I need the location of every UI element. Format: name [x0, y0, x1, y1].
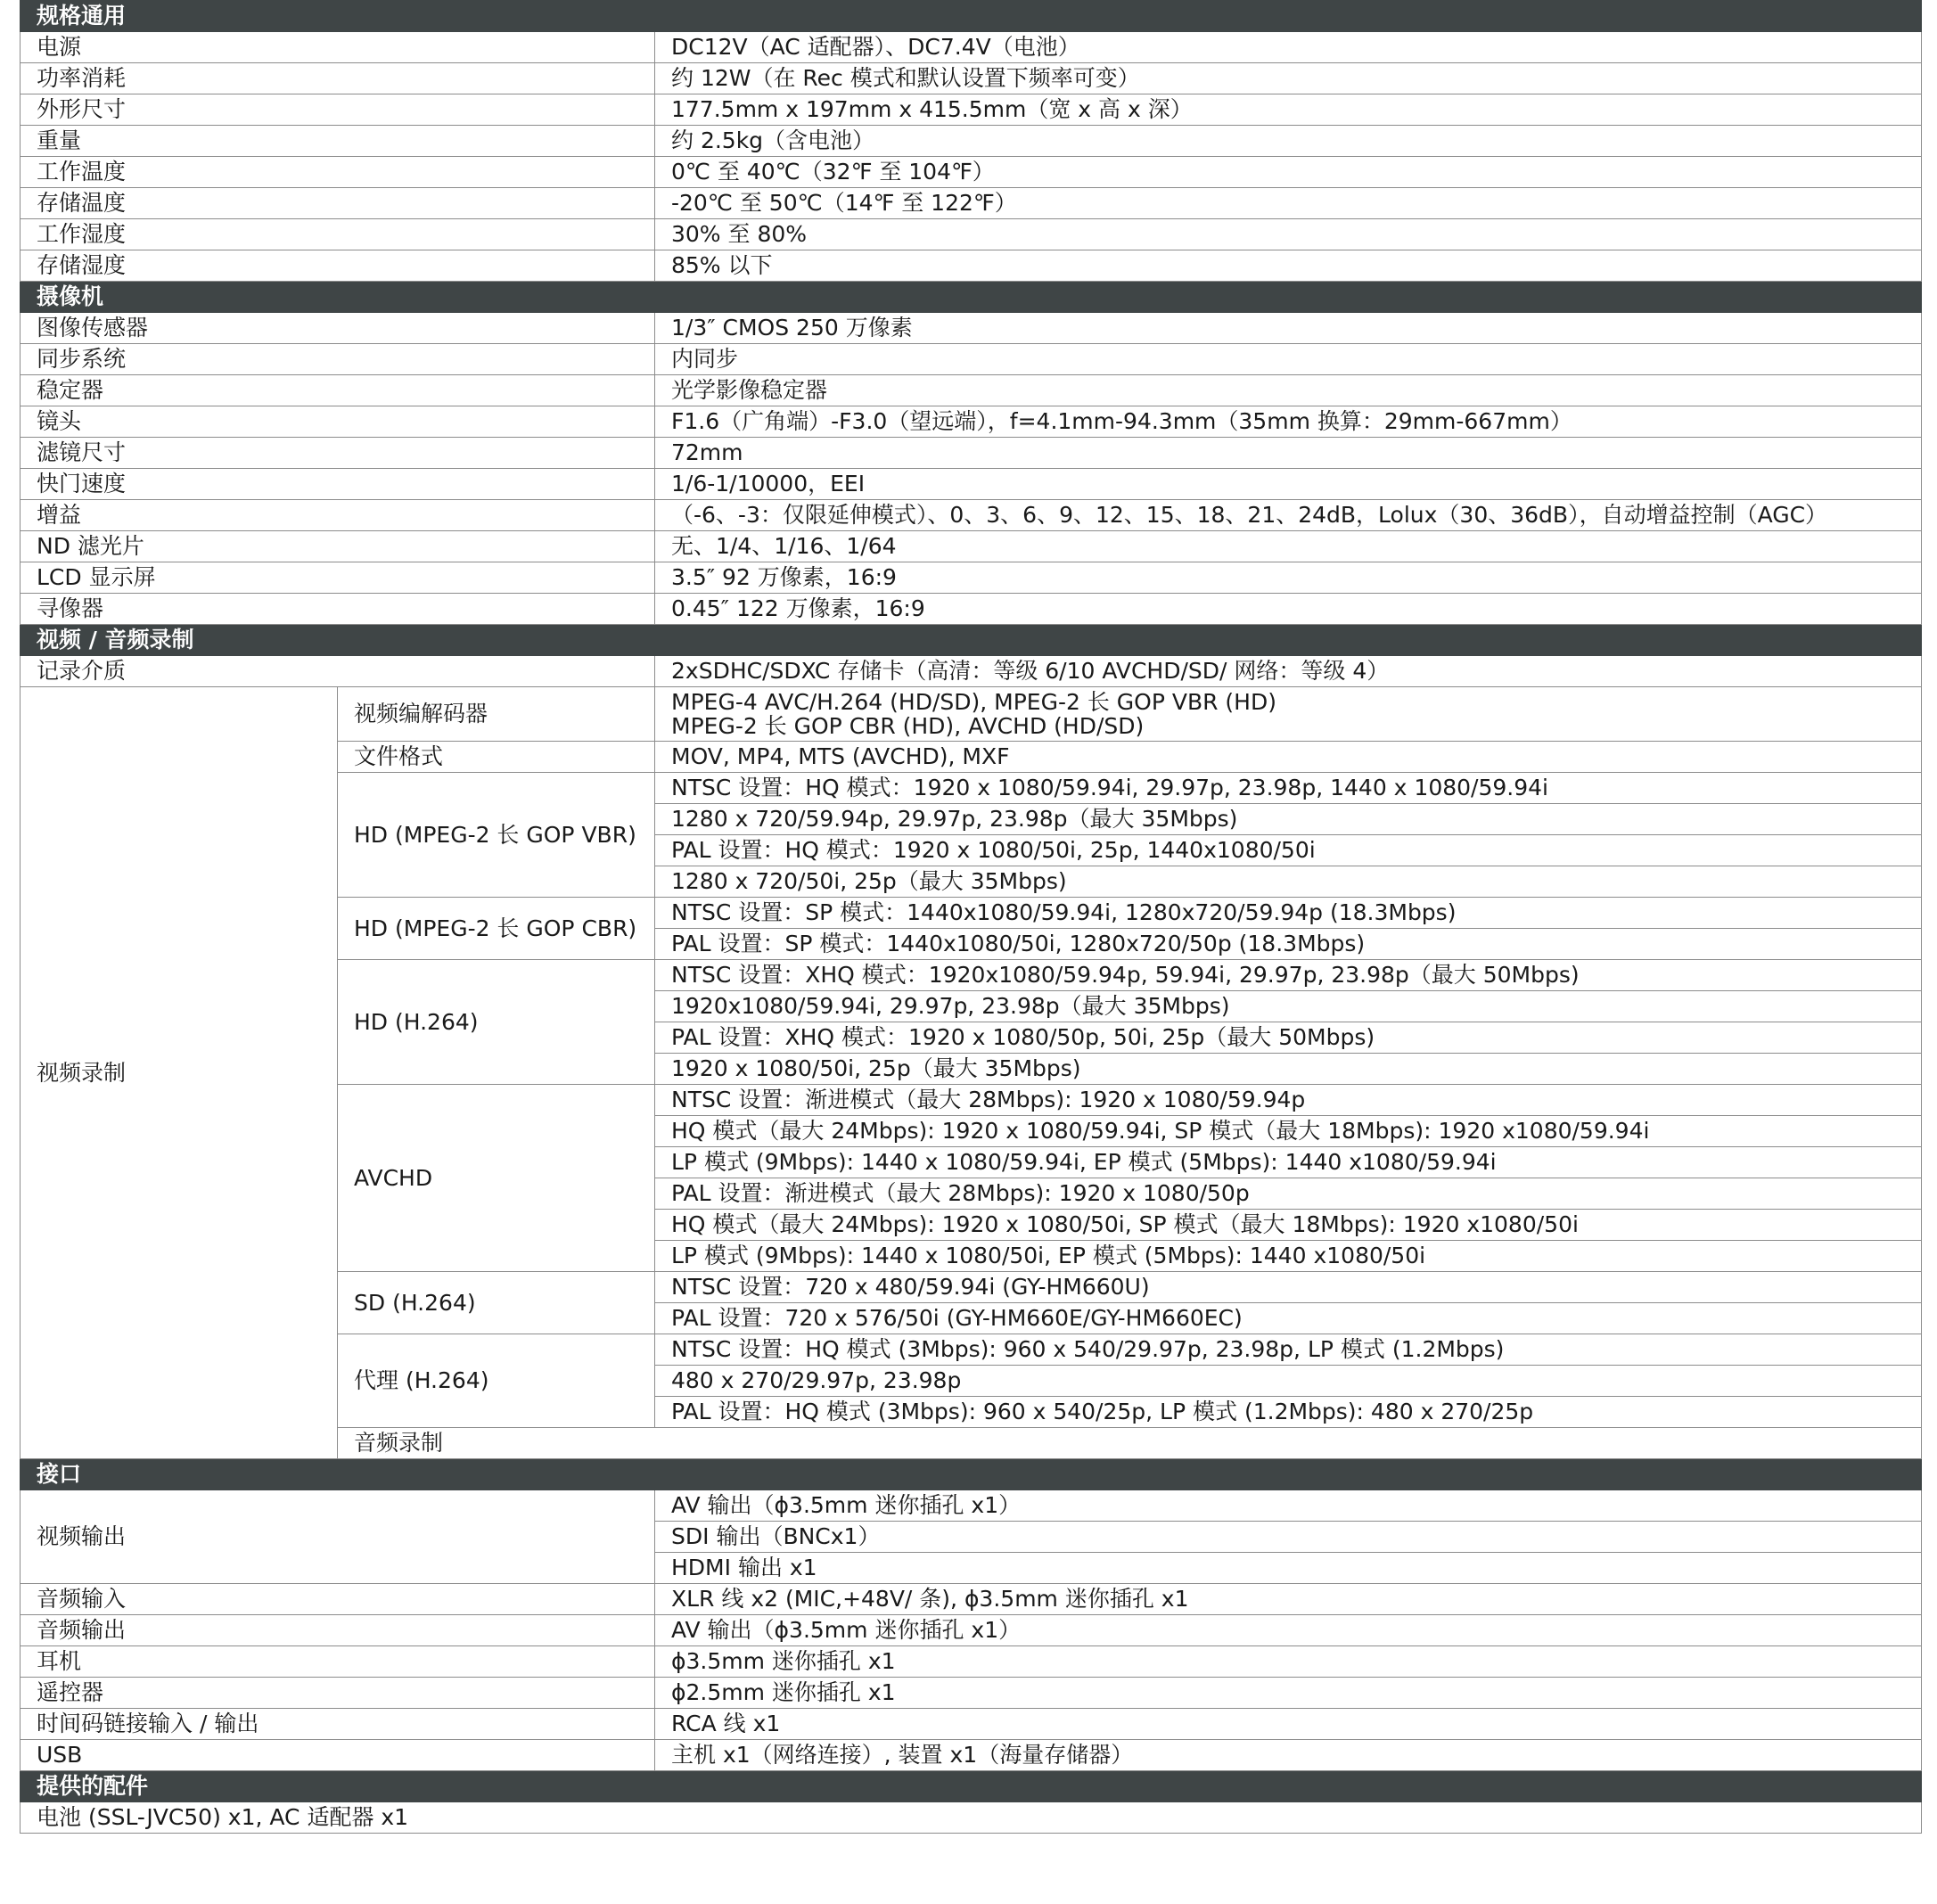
spec-row — [21, 94, 1922, 126]
spec-row — [21, 469, 1922, 500]
sub-label: 代理 (H.264) — [338, 1334, 655, 1428]
spec-value: 1280 x 720/50i, 25p（最大 35Mbps) — [655, 866, 1922, 898]
section-title: 提供的配件 — [21, 1771, 1922, 1802]
spec-label: 记录介质 — [21, 656, 655, 687]
spec-label: 存储湿度 — [21, 250, 655, 282]
spec-row — [21, 63, 1922, 94]
spec-label: 镜头 — [21, 406, 655, 438]
spec-value: 光学影像稳定器 — [655, 375, 1922, 406]
section-title: 接口 — [21, 1459, 1922, 1490]
video-recording-label: 视频录制 — [21, 687, 338, 1459]
spec-label: 遥控器 — [21, 1678, 655, 1709]
spec-row — [21, 1490, 1922, 1522]
spec-row — [21, 1802, 1922, 1834]
spec-label: 功率消耗 — [21, 63, 655, 94]
spec-value: 无、1/4、1/16、1/64 — [655, 531, 1922, 562]
spec-row — [21, 406, 1922, 438]
spec-sheet — [20, 0, 1921, 1834]
spec-value: PAL 设置：HQ 模式 (3Mbps): 960 x 540/25p, LP 模式 (1.2Mbps): 480 x 270/25p — [655, 1397, 1922, 1428]
spec-row — [21, 531, 1922, 562]
sub-label: AVCHD — [338, 1085, 655, 1272]
spec-value: 1920 x 1080/50i, 25p（最大 35Mbps) — [655, 1054, 1922, 1085]
spec-row — [21, 656, 1922, 687]
spec-row — [21, 438, 1922, 469]
spec-value: PAL 设置：HQ 模式：1920 x 1080/50i, 25p, 1440x1080/50i — [655, 835, 1922, 866]
spec-value: ϕ3.5mm 迷你插孔 x1 — [655, 1646, 1922, 1678]
sub-label: 视频编解码器 — [338, 687, 655, 742]
accessories-value: 电池 (SSL-JVC50) x1, AC 适配器 x1 — [21, 1802, 1922, 1834]
spec-row — [21, 562, 1922, 594]
spec-row — [21, 219, 1922, 250]
sub-label: SD (H.264) — [338, 1272, 655, 1334]
spec-value: 30% 至 80% — [655, 219, 1922, 250]
value-line: MPEG-2 长 GOP CBR (HD), AVCHD (HD/SD) — [671, 713, 1145, 739]
spec-value: 3.5″ 92 万像素，16:9 — [655, 562, 1922, 594]
spec-value: 177.5mm x 197mm x 415.5mm（宽 x 高 x 深） — [655, 94, 1922, 126]
spec-value: NTSC 设置：渐进模式（最大 28Mbps): 1920 x 1080/59.94p — [655, 1085, 1922, 1116]
spec-label: ND 滤光片 — [21, 531, 655, 562]
spec-label: 外形尺寸 — [21, 94, 655, 126]
spec-value: 480 x 270/29.97p, 23.98p — [655, 1366, 1922, 1397]
spec-label: 存储温度 — [21, 188, 655, 219]
spec-row — [21, 1615, 1922, 1646]
spec-label: 寻像器 — [21, 594, 655, 625]
spec-value: 约 12W（在 Rec 模式和默认设置下频率可变） — [655, 63, 1922, 94]
spec-label: 稳定器 — [21, 375, 655, 406]
spec-table — [20, 0, 1922, 1834]
spec-row — [21, 250, 1922, 282]
spec-value: 1920x1080/59.94i, 29.97p, 23.98p（最大 35Mbps) — [655, 991, 1922, 1022]
spec-row — [21, 594, 1922, 625]
spec-value: 内同步 — [655, 344, 1922, 375]
spec-value: AV 输出（ϕ3.5mm 迷你插孔 x1） — [655, 1490, 1922, 1522]
spec-label: 工作温度 — [21, 157, 655, 188]
spec-value: HQ 模式（最大 24Mbps): 1920 x 1080/59.94i, SP 模式（最大 18Mbps): 1920 x1080/59.94i — [655, 1116, 1922, 1147]
spec-value: PAL 设置：SP 模式：1440x1080/50i, 1280x720/50p (18.3Mbps) — [655, 929, 1922, 960]
spec-value: SDI 输出（BNCx1） — [655, 1522, 1922, 1553]
spec-label: 耳机 — [21, 1646, 655, 1678]
spec-value — [655, 687, 1922, 742]
spec-row — [21, 500, 1922, 531]
section-title: 视频 / 音频录制 — [21, 625, 1922, 656]
section-header-general — [21, 1, 1922, 32]
spec-value: 72mm — [655, 438, 1922, 469]
spec-value: MOV, MP4, MTS (AVCHD), MXF — [655, 742, 1922, 773]
spec-value: LP 模式 (9Mbps): 1440 x 1080/50i, EP 模式 (5Mbps): 1440 x1080/50i — [655, 1241, 1922, 1272]
spec-row — [21, 344, 1922, 375]
spec-value: 2xSDHC/SDXC 存储卡（高清：等级 6/10 AVCHD/SD/ 网络：等级 4） — [655, 656, 1922, 687]
section-header-camera — [21, 282, 1922, 313]
section-title: 规格通用 — [21, 1, 1922, 32]
spec-row — [21, 32, 1922, 63]
spec-value: 约 2.5kg（含电池） — [655, 126, 1922, 157]
spec-value: HDMI 输出 x1 — [655, 1553, 1922, 1584]
spec-label: LCD 显示屏 — [21, 562, 655, 594]
spec-row — [21, 157, 1922, 188]
section-header-accessories — [21, 1771, 1922, 1802]
spec-value: NTSC 设置：HQ 模式 (3Mbps): 960 x 540/29.97p, 23.98p, LP 模式 (1.2Mbps) — [655, 1334, 1922, 1366]
spec-label: 视频输出 — [21, 1490, 655, 1584]
spec-value: 85% 以下 — [655, 250, 1922, 282]
spec-value: （-6、-3：仅限延伸模式）、0、3、6、9、12、15、18、21、24dB，Lolux（30、36dB），自动增益控制（AGC） — [655, 500, 1922, 531]
spec-row — [21, 126, 1922, 157]
spec-row — [21, 1709, 1922, 1740]
spec-label: 快门速度 — [21, 469, 655, 500]
spec-value: NTSC 设置：SP 模式：1440x1080/59.94i, 1280x720/59.94p (18.3Mbps) — [655, 898, 1922, 929]
spec-value: 1/3″ CMOS 250 万像素 — [655, 313, 1922, 344]
spec-label: 同步系统 — [21, 344, 655, 375]
sub-label: HD (H.264) — [338, 960, 655, 1085]
spec-value: AV 输出（ϕ3.5mm 迷你插孔 x1） — [655, 1615, 1922, 1646]
spec-row — [21, 687, 1922, 742]
spec-row — [21, 188, 1922, 219]
spec-label: 重量 — [21, 126, 655, 157]
spec-value: 主机 x1（网络连接）, 装置 x1（海量存储器） — [655, 1740, 1922, 1771]
spec-value: -20℃ 至 50℃（14℉ 至 122℉） — [655, 188, 1922, 219]
spec-label: 电源 — [21, 32, 655, 63]
section-title: 摄像机 — [21, 282, 1922, 313]
section-header-interface — [21, 1459, 1922, 1490]
spec-label: 增益 — [21, 500, 655, 531]
spec-value: PAL 设置：720 x 576/50i (GY-HM660E/GY-HM660EC) — [655, 1303, 1922, 1334]
spec-row — [21, 1678, 1922, 1709]
spec-value: XLR 线 x2 (MIC,+48V/ 条), ϕ3.5mm 迷你插孔 x1 — [655, 1584, 1922, 1615]
value-line: MPEG-4 AVC/H.264 (HD/SD), MPEG-2 长 GOP VBR (HD) — [671, 689, 1276, 715]
spec-value: RCA 线 x1 — [655, 1709, 1922, 1740]
spec-row — [21, 1646, 1922, 1678]
sub-label: HD (MPEG-2 长 GOP VBR) — [338, 773, 655, 898]
spec-label: 滤镜尺寸 — [21, 438, 655, 469]
spec-row — [21, 1584, 1922, 1615]
spec-label: 音频输出 — [21, 1615, 655, 1646]
spec-value: DC12V（AC 适配器）、DC7.4V（电池） — [655, 32, 1922, 63]
spec-value: PAL 设置：渐进模式（最大 28Mbps): 1920 x 1080/50p — [655, 1178, 1922, 1210]
spec-value: NTSC 设置：HQ 模式：1920 x 1080/59.94i, 29.97p, 23.98p, 1440 x 1080/59.94i — [655, 773, 1922, 804]
spec-value: 0℃ 至 40℃（32℉ 至 104℉） — [655, 157, 1922, 188]
spec-label: 音频录制 — [338, 1428, 1922, 1459]
section-header-recording — [21, 625, 1922, 656]
sub-label: 文件格式 — [338, 742, 655, 773]
spec-value: 0.45″ 122 万像素，16:9 — [655, 594, 1922, 625]
spec-label: 工作湿度 — [21, 219, 655, 250]
spec-label: 时间码链接输入 / 输出 — [21, 1709, 655, 1740]
spec-value: 1280 x 720/59.94p, 29.97p, 23.98p（最大 35Mbps) — [655, 804, 1922, 835]
spec-value: LP 模式 (9Mbps): 1440 x 1080/59.94i, EP 模式 (5Mbps): 1440 x1080/59.94i — [655, 1147, 1922, 1178]
spec-value: ϕ2.5mm 迷你插孔 x1 — [655, 1678, 1922, 1709]
spec-value: HQ 模式（最大 24Mbps): 1920 x 1080/50i, SP 模式（最大 18Mbps): 1920 x1080/50i — [655, 1210, 1922, 1241]
spec-row — [21, 375, 1922, 406]
spec-value: NTSC 设置：XHQ 模式：1920x1080/59.94p, 59.94i, 29.97p, 23.98p（最大 50Mbps) — [655, 960, 1922, 991]
sub-label: HD (MPEG-2 长 GOP CBR) — [338, 898, 655, 960]
spec-row — [21, 1740, 1922, 1771]
spec-label: USB — [21, 1740, 655, 1771]
spec-value: PAL 设置：XHQ 模式：1920 x 1080/50p, 50i, 25p（最大 50Mbps) — [655, 1022, 1922, 1054]
spec-value: 1/6-1/10000，EEI — [655, 469, 1922, 500]
spec-label: 图像传感器 — [21, 313, 655, 344]
spec-label: 音频输入 — [21, 1584, 655, 1615]
spec-value: F1.6（广角端）-F3.0（望远端），f=4.1mm-94.3mm（35mm 换算：29mm-667mm） — [655, 406, 1922, 438]
spec-row — [21, 313, 1922, 344]
spec-value: NTSC 设置：720 x 480/59.94i (GY-HM660U) — [655, 1272, 1922, 1303]
